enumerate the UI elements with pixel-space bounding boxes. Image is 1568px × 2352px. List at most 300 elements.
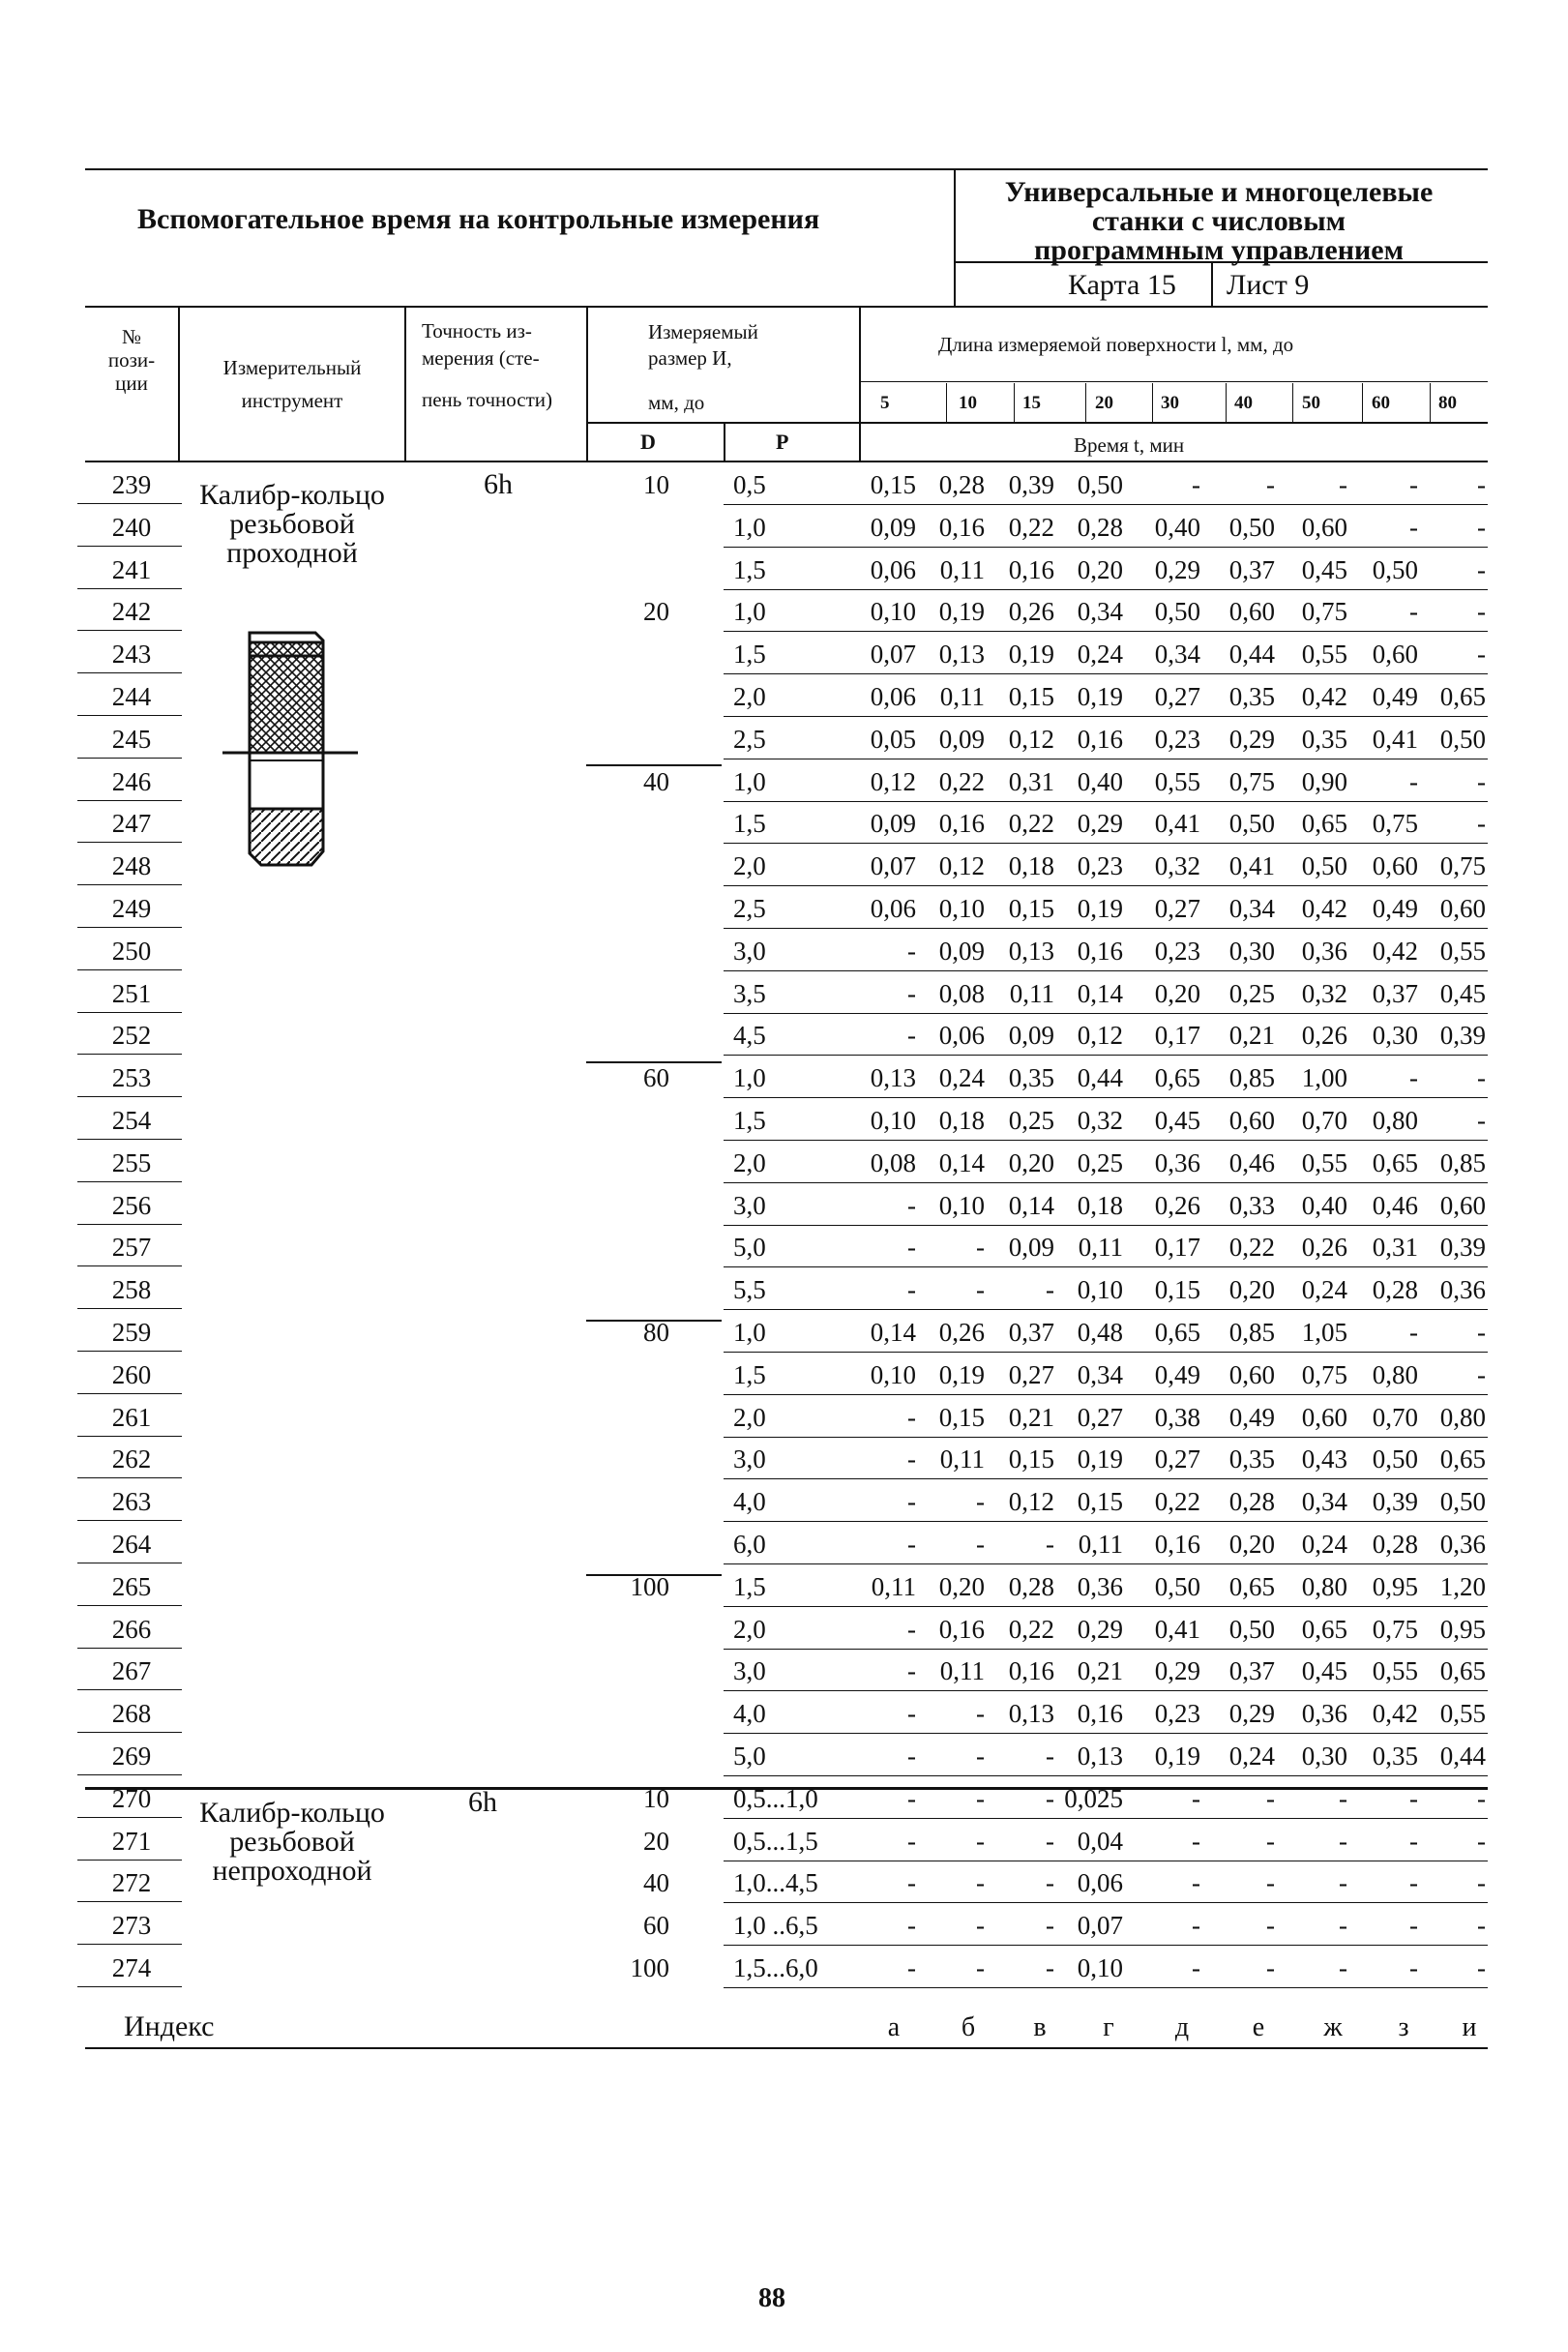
pitch-value: 2,0 <box>733 1614 766 1644</box>
row-rule <box>724 1690 1488 1691</box>
time-value: - <box>1266 1826 1275 1856</box>
row-rule <box>77 546 182 547</box>
page-number: 88 <box>758 2283 785 2313</box>
time-value: 0,44 <box>1077 1063 1123 1093</box>
time-value: 0,36 <box>1077 1571 1123 1601</box>
time-value: 0,11 <box>939 554 985 584</box>
time-value: 0,17 <box>1154 1021 1200 1051</box>
position-number: 263 <box>111 1487 152 1517</box>
row-rule <box>724 1902 1488 1903</box>
time-value: - <box>976 1826 985 1856</box>
time-value: 0,55 <box>1372 1656 1418 1686</box>
time-value: - <box>1339 1783 1347 1813</box>
group-rule <box>586 764 722 766</box>
time-value: 0,55 <box>1301 640 1347 670</box>
position-number: 249 <box>111 894 152 923</box>
machine-type-line: станки с числовым <box>1091 205 1346 237</box>
position-number: 267 <box>111 1656 152 1686</box>
pitch-value: 5,5 <box>733 1275 766 1305</box>
position-number: 244 <box>111 682 152 711</box>
diameter-header: D <box>640 430 656 454</box>
time-value: 0,50 <box>1372 554 1418 584</box>
time-value: 0,49 <box>1372 894 1418 923</box>
time-value: - <box>1477 1318 1486 1347</box>
position-number: 273 <box>111 1911 152 1941</box>
time-value: 0,06 <box>870 554 916 584</box>
time-value: 0,44 <box>1439 1742 1486 1771</box>
index-label: Индекс <box>124 2010 215 2042</box>
position-number: 271 <box>111 1826 152 1856</box>
time-value: 0,60 <box>1228 1106 1275 1135</box>
row-rule <box>77 672 182 673</box>
pitch-value: 2,5 <box>733 724 766 754</box>
time-value: 0,49 <box>1228 1402 1275 1432</box>
time-value: 0,90 <box>1301 766 1347 796</box>
time-value: 0,09 <box>1008 1233 1054 1263</box>
time-value: 0,22 <box>1154 1487 1200 1517</box>
time-value: 0,85 <box>1228 1318 1275 1347</box>
row-rule <box>724 1478 1488 1479</box>
time-value: 0,60 <box>1439 1190 1486 1220</box>
time-value: 0,40 <box>1301 1190 1347 1220</box>
instrument-nogo-gauge: Калибр-кольцо резьбовой непроходной <box>199 1797 385 1887</box>
time-value: 0,35 <box>1301 724 1347 754</box>
pitch-value: 1,5 <box>733 640 766 670</box>
row-rule <box>724 1309 1488 1310</box>
time-value: 0,22 <box>1008 1614 1054 1644</box>
time-value: - <box>1409 1911 1418 1941</box>
row-rule <box>724 1182 1488 1183</box>
row-rule <box>77 1012 182 1013</box>
time-value: 0,15 <box>870 470 916 499</box>
position-number: 248 <box>111 851 152 881</box>
time-value: - <box>1477 1911 1486 1941</box>
time-value: 0,07 <box>870 851 916 881</box>
position-number: 246 <box>111 766 152 796</box>
time-value: 0,65 <box>1439 1444 1486 1474</box>
time-value: 0,27 <box>1077 1402 1123 1432</box>
header-line: инструмент <box>241 388 343 412</box>
time-value: 0,10 <box>938 894 985 923</box>
time-value: - <box>907 1275 916 1305</box>
page-title: Вспомогательное время на контрольные измерения <box>137 203 820 235</box>
time-value: 0,09 <box>870 512 916 542</box>
time-value: - <box>907 1826 916 1856</box>
time-value: - <box>1409 1783 1418 1813</box>
time-value: - <box>1477 1953 1486 1982</box>
time-value: - <box>976 1699 985 1729</box>
row-rule <box>77 1986 182 1987</box>
time-value: 0,41 <box>1154 1614 1200 1644</box>
time-value: - <box>1192 470 1200 499</box>
time-value: - <box>907 1487 916 1517</box>
position-number: 242 <box>111 597 152 627</box>
col-rule <box>859 306 861 461</box>
time-value: 0,35 <box>1228 682 1275 711</box>
time-value: 0,12 <box>1008 724 1054 754</box>
time-value: 0,09 <box>938 936 985 966</box>
diameter-value: 20 <box>643 1826 669 1856</box>
index-letter: г <box>1103 2012 1114 2042</box>
row-rule <box>724 1775 1488 1776</box>
time-value: 0,23 <box>1154 1699 1200 1729</box>
time-value: 0,36 <box>1154 1147 1200 1177</box>
time-value: - <box>1477 597 1486 627</box>
time-value: - <box>1477 512 1486 542</box>
time-value: 0,22 <box>1228 1233 1275 1263</box>
time-value: 0,34 <box>1077 597 1123 627</box>
time-value: - <box>907 1190 916 1220</box>
position-number: 253 <box>111 1063 152 1093</box>
row-rule <box>77 1901 182 1902</box>
time-value: 0,24 <box>1301 1275 1347 1305</box>
time-value: 0,60 <box>1228 1359 1275 1389</box>
position-number: 255 <box>111 1147 152 1177</box>
time-value: 0,42 <box>1372 936 1418 966</box>
time-value: 0,55 <box>1439 1699 1486 1729</box>
row-rule <box>77 1648 182 1649</box>
time-value: 0,09 <box>1008 1021 1054 1051</box>
time-value: 0,75 <box>1228 766 1275 796</box>
pitch-value: 1,0...4,5 <box>733 1868 818 1898</box>
time-value: 0,13 <box>1008 1699 1054 1729</box>
card-rule <box>954 261 1488 263</box>
position-number: 262 <box>111 1444 152 1474</box>
time-value: 0,50 <box>1301 851 1347 881</box>
time-value: 0,44 <box>1228 640 1275 670</box>
pitch-value: 5,0 <box>733 1233 766 1263</box>
time-value: 0,39 <box>1439 1021 1486 1051</box>
time-value: 0,16 <box>1008 1656 1054 1686</box>
length-value: 5 <box>880 393 890 413</box>
time-value: - <box>907 1699 916 1729</box>
time-value: 0,23 <box>1077 851 1123 881</box>
time-value: 0,11 <box>939 1444 985 1474</box>
time-value: 0,18 <box>1077 1190 1123 1220</box>
time-value: 0,16 <box>938 809 985 839</box>
length-header: Длина измеряемой поверхности l, мм, до <box>938 333 1294 356</box>
time-value: - <box>907 978 916 1008</box>
table-top-rule <box>85 306 1488 308</box>
pitch-value: 1,5 <box>733 1106 766 1135</box>
time-value: 0,19 <box>938 1359 985 1389</box>
pitch-value: 2,0 <box>733 1147 766 1177</box>
position-number: 265 <box>111 1571 152 1601</box>
time-value: - <box>1477 1826 1486 1856</box>
time-value: 0,41 <box>1228 851 1275 881</box>
time-value: - <box>1477 640 1486 670</box>
time-value: 0,36 <box>1439 1530 1486 1559</box>
header-line: пень точности) <box>422 387 553 411</box>
time-value: 1,05 <box>1301 1318 1347 1347</box>
time-value: - <box>976 1275 985 1305</box>
position-header <box>85 325 178 395</box>
time-value: 0,11 <box>1078 1233 1123 1263</box>
time-value: 0,18 <box>938 1106 985 1135</box>
time-value: 0,19 <box>1008 640 1054 670</box>
time-value: 0,75 <box>1439 851 1486 881</box>
time-value: 0,65 <box>1228 1571 1275 1601</box>
position-number: 240 <box>111 512 152 542</box>
time-value: 0,11 <box>871 1571 916 1601</box>
row-rule <box>77 1774 182 1775</box>
time-value: 0,14 <box>938 1147 985 1177</box>
title-divider <box>954 168 956 306</box>
row-rule <box>77 1224 182 1225</box>
time-value: 0,30 <box>1372 1021 1418 1051</box>
row-rule <box>77 715 182 716</box>
row-rule <box>724 928 1488 929</box>
diameter-value: 20 <box>643 597 669 627</box>
time-value: 0,31 <box>1008 766 1054 796</box>
time-value: - <box>1339 1826 1347 1856</box>
time-value: - <box>1409 1868 1418 1898</box>
time-value: 0,60 <box>1228 597 1275 627</box>
time-value: - <box>976 1911 985 1941</box>
position-number: 257 <box>111 1233 152 1263</box>
time-value: 0,29 <box>1077 1614 1123 1644</box>
length-tick <box>1292 383 1293 422</box>
time-value: 0,60 <box>1301 512 1347 542</box>
time-value: - <box>1266 1953 1275 1982</box>
time-value: 0,27 <box>1154 682 1200 711</box>
time-value: 0,33 <box>1228 1190 1275 1220</box>
time-value: 0,41 <box>1372 724 1418 754</box>
time-value: - <box>1477 1106 1486 1135</box>
time-value: 0,08 <box>938 978 985 1008</box>
time-value: 0,95 <box>1372 1571 1418 1601</box>
time-value: 0,06 <box>870 682 916 711</box>
pitch-header: P <box>776 430 789 454</box>
time-value: 0,49 <box>1372 682 1418 711</box>
time-value: 0,50 <box>1372 1444 1418 1474</box>
time-value: 0,14 <box>1077 978 1123 1008</box>
pitch-value: 1,0 <box>733 1318 766 1347</box>
time-value: - <box>1409 766 1418 796</box>
time-value: 0,50 <box>1439 724 1486 754</box>
time-value: 0,50 <box>1154 1571 1200 1601</box>
time-value: 0,37 <box>1008 1318 1054 1347</box>
time-value: 0,16 <box>1077 724 1123 754</box>
pitch-value: 2,0 <box>733 851 766 881</box>
time-value: 0,34 <box>1301 1487 1347 1517</box>
time-value: - <box>1192 1826 1200 1856</box>
time-value: - <box>1477 1359 1486 1389</box>
time-value: 0,65 <box>1439 682 1486 711</box>
row-rule <box>77 503 182 504</box>
position-number: 243 <box>111 640 152 670</box>
time-value: 0,35 <box>1372 1742 1418 1771</box>
time-value: 0,34 <box>1077 1359 1123 1389</box>
time-value: - <box>1192 1868 1200 1898</box>
measured-header <box>648 319 758 416</box>
col-rule <box>724 422 725 461</box>
time-value: - <box>1046 1826 1054 1856</box>
row-rule <box>724 504 1488 505</box>
row-rule <box>77 758 182 759</box>
time-value: 0,12 <box>1077 1021 1123 1051</box>
pitch-value: 3,0 <box>733 1444 766 1474</box>
machine-type-line: программным управлением <box>1033 234 1405 266</box>
instrument-go-gauge: Калибр-кольцо резьбовой проходной <box>199 479 385 569</box>
row-rule <box>77 1817 182 1818</box>
time-value: - <box>1046 1783 1054 1813</box>
position-number: 241 <box>111 554 152 584</box>
time-value: 0,28 <box>1372 1530 1418 1559</box>
time-value: - <box>1046 1530 1054 1559</box>
time-value: 0,65 <box>1301 1614 1347 1644</box>
row-rule <box>77 1732 182 1733</box>
time-value: 0,39 <box>1008 470 1054 499</box>
time-value: 0,40 <box>1154 512 1200 542</box>
time-value: 0,36 <box>1301 1699 1347 1729</box>
pitch-value: 0,5 <box>733 470 766 499</box>
time-value: 0,26 <box>1008 597 1054 627</box>
row-rule <box>724 589 1488 590</box>
time-value: 0,70 <box>1301 1106 1347 1135</box>
time-value: - <box>1339 1868 1347 1898</box>
time-value: - <box>1339 470 1347 499</box>
row-rule <box>77 842 182 843</box>
header-line: № <box>121 325 142 348</box>
time-value: - <box>1339 1953 1347 1982</box>
time-value: 0,15 <box>1077 1487 1123 1517</box>
time-value: - <box>1266 1911 1275 1941</box>
time-value: 0,10 <box>1077 1275 1123 1305</box>
pitch-value: 1,0 <box>733 766 766 796</box>
time-value: 0,24 <box>1228 1742 1275 1771</box>
row-rule <box>77 800 182 801</box>
col-rule <box>404 306 406 461</box>
time-value: 0,29 <box>1228 724 1275 754</box>
length-value: 20 <box>1095 393 1113 413</box>
time-value: 0,37 <box>1228 554 1275 584</box>
time-value: - <box>1046 1868 1054 1898</box>
time-value: 0,29 <box>1077 809 1123 839</box>
time-value: 0,40 <box>1077 766 1123 796</box>
time-value: - <box>1266 1868 1275 1898</box>
time-value: 0,55 <box>1301 1147 1347 1177</box>
position-number: 254 <box>111 1106 152 1135</box>
time-value: 0,22 <box>938 766 985 796</box>
row-rule <box>724 1563 1488 1564</box>
time-value: 0,41 <box>1154 809 1200 839</box>
time-value: - <box>1046 1742 1054 1771</box>
diameter-value: 10 <box>643 470 669 499</box>
time-value: 0,35 <box>1008 1063 1054 1093</box>
time-value: 0,23 <box>1154 936 1200 966</box>
time-value: 0,60 <box>1301 1402 1347 1432</box>
length-tick <box>1362 383 1363 422</box>
row-rule <box>77 1520 182 1521</box>
row-rule <box>77 1605 182 1606</box>
time-value: 0,85 <box>1228 1063 1275 1093</box>
position-number: 252 <box>111 1021 152 1051</box>
time-value: 0,15 <box>1008 682 1054 711</box>
row-rule <box>724 1013 1488 1014</box>
time-value: - <box>1192 1911 1200 1941</box>
table-bottom-rule <box>85 2047 1488 2049</box>
time-value: 0,50 <box>1439 1487 1486 1517</box>
time-value: 0,50 <box>1228 512 1275 542</box>
position-number: 272 <box>111 1868 152 1898</box>
time-value: 0,20 <box>1008 1147 1054 1177</box>
row-rule <box>77 1096 182 1097</box>
time-value: 0,12 <box>938 851 985 881</box>
time-value: 0,50 <box>1228 1614 1275 1644</box>
time-value: - <box>1477 809 1486 839</box>
length-value: 60 <box>1372 393 1390 413</box>
time-value: 0,31 <box>1372 1233 1418 1263</box>
time-value: 0,28 <box>1008 1571 1054 1601</box>
time-value: 0,32 <box>1154 851 1200 881</box>
pitch-value: 4,5 <box>733 1021 766 1051</box>
time-value: 0,19 <box>1154 1742 1200 1771</box>
time-value: - <box>976 1742 985 1771</box>
time-value: 0,26 <box>1301 1021 1347 1051</box>
time-value: 0,55 <box>1154 766 1200 796</box>
time-value: 0,13 <box>1077 1742 1123 1771</box>
time-value: 0,50 <box>1077 470 1123 499</box>
machine-type-line: Универсальные и многоцелевые <box>1004 176 1434 208</box>
position-number: 264 <box>111 1530 152 1559</box>
position-number: 266 <box>111 1614 152 1644</box>
time-value: 0,95 <box>1439 1614 1486 1644</box>
position-number: 250 <box>111 936 152 966</box>
row-rule <box>77 1860 182 1861</box>
time-value: 0,24 <box>1301 1530 1347 1559</box>
time-value: - <box>976 1530 985 1559</box>
time-value: 0,25 <box>1008 1106 1054 1135</box>
position-number: 268 <box>111 1699 152 1729</box>
row-rule <box>77 588 182 589</box>
pitch-value: 1,5...6,0 <box>733 1953 818 1982</box>
row-rule <box>724 1606 1488 1607</box>
position-number: 256 <box>111 1190 152 1220</box>
time-value: 0,10 <box>1077 1953 1123 1982</box>
position-number: 245 <box>111 724 152 754</box>
length-value: 80 <box>1438 393 1457 413</box>
row-rule <box>724 885 1488 886</box>
time-value: 0,20 <box>1077 554 1123 584</box>
time-value: 0,26 <box>1301 1233 1347 1263</box>
row-rule <box>724 547 1488 548</box>
time-value: - <box>976 1868 985 1898</box>
time-value: - <box>907 1402 916 1432</box>
time-value: - <box>1409 1953 1418 1982</box>
row-rule <box>724 1055 1488 1056</box>
row-rule <box>724 1266 1488 1267</box>
time-value: - <box>1477 1783 1486 1813</box>
time-value: 0,21 <box>1008 1402 1054 1432</box>
time-value: 0,16 <box>1077 936 1123 966</box>
pitch-value: 2,0 <box>733 682 766 711</box>
time-value: 0,34 <box>1228 894 1275 923</box>
time-value: 0,12 <box>1008 1487 1054 1517</box>
length-tick <box>946 383 947 422</box>
time-value: 0,025 <box>1064 1783 1123 1813</box>
time-value: 0,09 <box>870 809 916 839</box>
time-value: 0,28 <box>1228 1487 1275 1517</box>
length-value: 50 <box>1302 393 1320 413</box>
time-value: 0,75 <box>1372 809 1418 839</box>
row-rule <box>724 1521 1488 1522</box>
time-value: 0,04 <box>1077 1826 1123 1856</box>
row-rule <box>724 1987 1488 1988</box>
time-value: 0,14 <box>1008 1190 1054 1220</box>
row-rule <box>77 1181 182 1182</box>
time-value: 0,06 <box>870 894 916 923</box>
